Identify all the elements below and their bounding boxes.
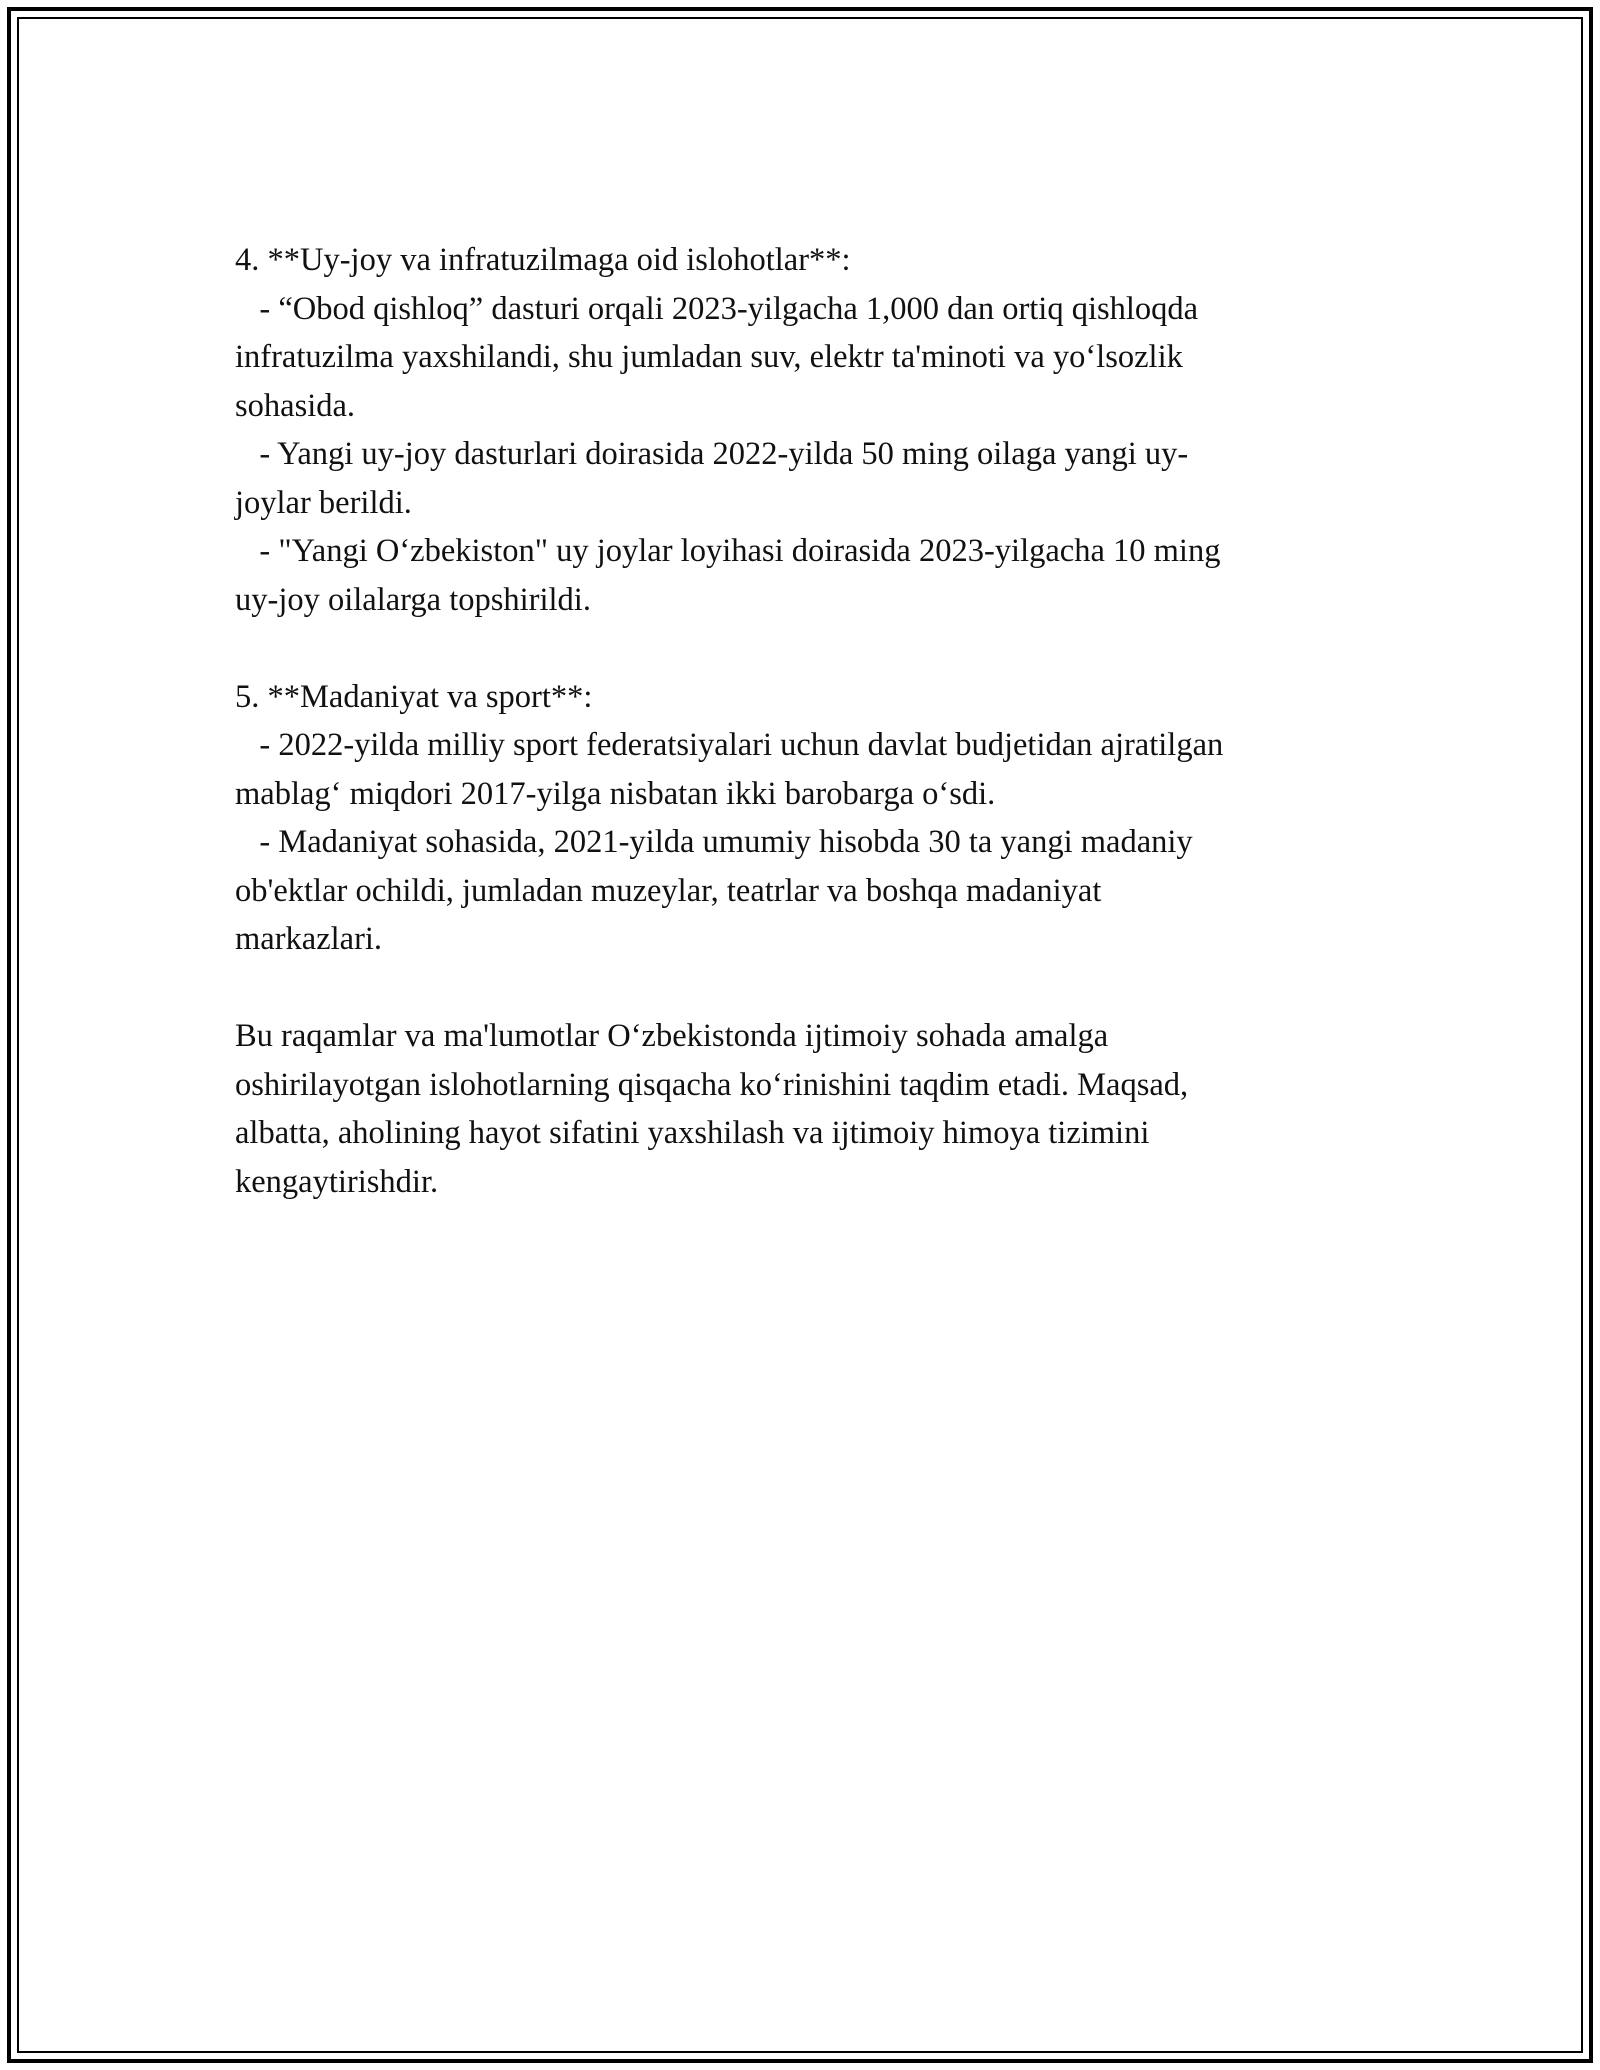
list-item-text: mablagʻ miqdori 2017-yilga nisbatan ikki barobarga oʻsdi. (235, 775, 996, 812)
paragraph-spacer (235, 624, 1365, 673)
section-housing-infrastructure (235, 236, 1365, 624)
list-item-text: - "Yangi Oʻzbekiston" uy joylar loyihasi doirasida 2023-yilgacha 10 ming (235, 533, 1221, 569)
list-item-text: - Madaniyat sohasida, 2021-yilda umumiy hisobda 30 ta yangi madaniy (235, 824, 1193, 860)
paragraph-line: oshirilayotgan islohotlarning qisqacha koʻrinishini taqdim etadi. Maqsad, (235, 1066, 1189, 1103)
paragraph-line: kengaytirishdir. (235, 1163, 439, 1200)
section-heading: 4. **Uy-joy va infratuzilmaga oid islohotlar**: (235, 242, 851, 278)
paragraph-line: albatta, aholining hayot sifatini yaxshilash va ijtimoiy himoya tizimini (235, 1115, 1150, 1151)
list-item-text: joylar berildi. (235, 484, 412, 521)
list-item-text: - “Obod qishloq” dasturi orqali 2023-yilgacha 1,000 dan ortiq qishloqda (235, 290, 1199, 327)
section-culture-sport (235, 673, 1365, 964)
paragraph-line: Bu raqamlar va ma'lumotlar Oʻzbekistonda ijtimoiy sohada amalga (235, 1018, 1109, 1054)
conclusion-paragraph (235, 1012, 1365, 1206)
list-item-text: ob'ektlar ochildi, jumladan muzeylar, teatrlar va boshqa madaniyat (235, 872, 1102, 909)
list-item-text: sohasida. (235, 387, 356, 424)
document-body (235, 236, 1365, 1206)
list-item-text: - Yangi uy-joy dasturlari doirasida 2022-yilda 50 ming oilaga yangi uy- (235, 436, 1189, 472)
list-item-text: infratuzilma yaxshilandi, shu jumladan suv, elektr ta'minoti va yoʻlsozlik (235, 339, 1183, 375)
paragraph-spacer (235, 964, 1365, 1013)
section-heading: 5. **Madaniyat va sport**: (235, 678, 593, 715)
list-item-text: - 2022-yilda milliy sport federatsiyalari uchun davlat budjetidan ajratilgan (235, 727, 1224, 763)
list-item-text: markazlari. (235, 921, 383, 957)
list-item-text: uy-joy oilalarga topshirildi. (235, 581, 591, 618)
